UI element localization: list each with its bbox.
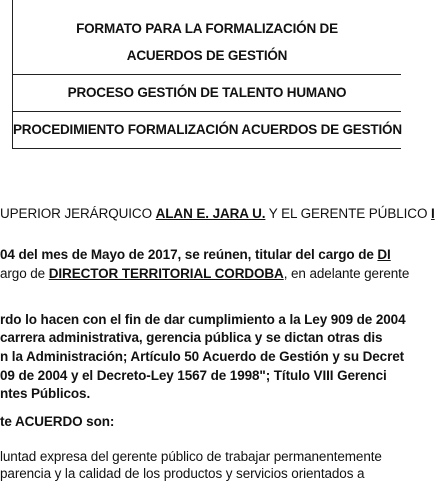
body-line-gerentes: ntes Públicos. xyxy=(0,386,91,401)
text-segment: , en adelante gerente xyxy=(283,266,410,281)
section-heading-acuerdo: te ACUERDO son: xyxy=(0,414,115,429)
body-line-voluntad: luntad expresa del gerente público de trabajar permanentemente xyxy=(0,449,382,464)
body-line-decreto: 09 de 2004 y el Decreto-Ley 1567 de 1998"; Título VIII Gerenci xyxy=(0,368,387,383)
meeting-date-text: 04 del mes de Mayo de 2017, se reúnen, titular del cargo de xyxy=(0,247,378,262)
header-table xyxy=(12,0,401,149)
text-segment: argo de xyxy=(0,266,49,281)
superior-name: ALAN E. JARA U. xyxy=(155,206,266,221)
process-name: PROCESO GESTIÓN DE TALENTO HUMANO xyxy=(67,85,347,100)
body-line-transparencia: parencia y la calidad de los productos y servicios orientados a xyxy=(0,466,365,481)
text-segment: UPERIOR JERÁRQUICO xyxy=(0,206,156,221)
body-line-carrera: carrera administrativa, gerencia pública y se dictan otras dis xyxy=(0,330,383,345)
cargo-title: DI xyxy=(377,247,391,262)
body-line-superior xyxy=(0,206,435,221)
procedure-name: PROCEDIMIENTO FORMALIZACIÓN ACUERDOS DE GESTIÓN xyxy=(13,122,402,137)
body-line-ley: rdo lo hacen con el fin de dar cumplimiento a la Ley 909 de 2004 xyxy=(0,312,406,327)
text-segment: I xyxy=(431,206,435,221)
document-title-line2: ACUERDOS DE GESTIÓN xyxy=(126,48,288,63)
body-line-cargo xyxy=(0,266,409,281)
document-title-line1: FORMATO PARA LA FORMALIZACIÓN DE xyxy=(76,21,338,36)
gerente-cargo: DIRECTOR TERRITORIAL CORDOBA xyxy=(48,266,284,281)
body-line-administracion: n la Administración; Artículo 50 Acuerdo de Gestión y su Decret xyxy=(0,349,405,364)
body-line-date xyxy=(0,247,391,262)
text-segment: Y EL GERENTE PÚBLICO xyxy=(265,206,431,221)
